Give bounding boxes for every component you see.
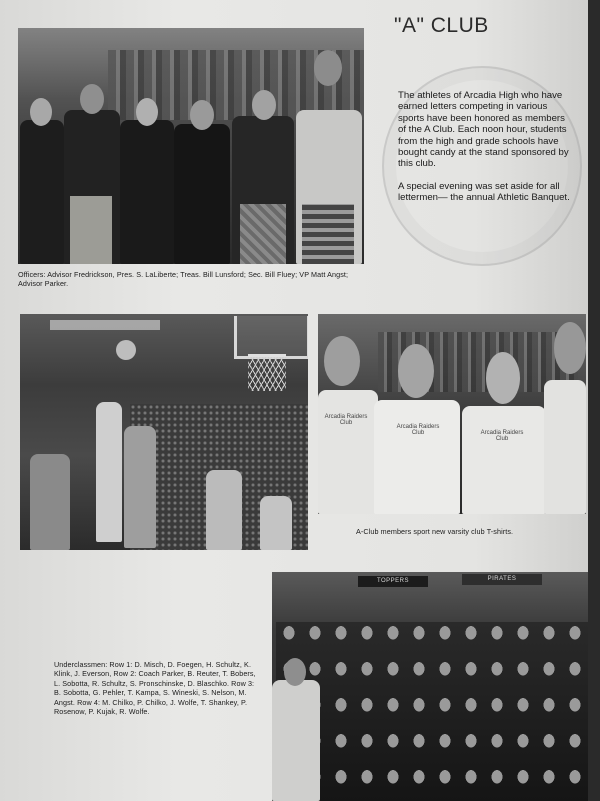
member-3-shirt — [462, 406, 546, 514]
person-1 — [20, 120, 64, 264]
underclassmen-caption: Underclassmen: Row 1: D. Misch, D. Foegen, H. Schultz, K. Klink, J. Everson, Row 2: Coach Parker, B. Reuter, T. Bobers, L. Sobotta, R. Schultz, S. Pronschinske, D. Blaschko. Row 3: B. Sobotta, G. Pehler, T. Kampa, S. Wineski, S. Nelson, M. Angst. Row 4: M. Chilko, P. Chilko, J. Wolfe, T. Shankey, P. Rosenow, P. Kujak, R. Wolfe. — [54, 660, 256, 717]
person-2-pants — [70, 196, 112, 264]
coach-head — [284, 658, 306, 686]
banquet-paragraph: A special evening was set aside for all lettermen— the annual Athletic Banquet. — [398, 180, 570, 204]
person-1-head — [30, 98, 52, 126]
ceiling-lights — [50, 320, 160, 330]
player-4 — [206, 470, 242, 550]
person-4-head — [190, 100, 214, 130]
page-title: "A" CLUB — [394, 14, 489, 37]
shirt-logo-text-1: Arcadia Raiders Club — [324, 414, 368, 426]
shirt-logo-text-3: Arcadia Raiders Club — [480, 430, 524, 442]
tshirt-members-photo — [318, 314, 586, 514]
member-3-head — [486, 352, 520, 404]
member-1-shirt — [318, 390, 378, 514]
coach — [272, 680, 320, 801]
intro-paragraph: The athletes of Arcadia High who have earned letters competing in various sports have been honored as members of the A Club. Each noon hour, students from the high and grade schools have bought candy at the stand sponsored by this club. — [398, 90, 569, 170]
person-5-pants — [240, 204, 286, 264]
basketball-game-photo — [20, 314, 308, 550]
basketball-ball — [116, 340, 136, 360]
person-2-head — [80, 84, 104, 114]
person-5-head — [252, 90, 276, 120]
member-2-shirt — [374, 400, 460, 514]
player-5 — [260, 496, 292, 550]
book-spine-edge — [588, 0, 600, 801]
player-2 — [124, 426, 156, 548]
basketball-hoop — [248, 354, 286, 391]
group-rows — [276, 622, 588, 801]
intro-text — [398, 90, 574, 215]
player-1 — [96, 402, 122, 542]
gym-sign-left: TOPPERS — [358, 576, 428, 587]
person-6-head — [314, 50, 342, 86]
person-4 — [174, 124, 230, 264]
member-2-head — [398, 344, 434, 398]
shirt-logo-text-2: Arcadia Raiders Club — [396, 424, 440, 436]
underclassmen-group-photo — [272, 572, 588, 801]
member-4-shirt — [544, 380, 586, 514]
person-3-head — [136, 98, 158, 126]
person-3 — [120, 120, 174, 264]
member-1-head — [324, 336, 360, 386]
tshirt-caption: A-Club members sport new varsity club T-shirts. — [356, 527, 514, 536]
player-3 — [30, 454, 70, 550]
officers-group-photo — [18, 28, 364, 264]
gym-sign-right: PIRATES — [462, 574, 542, 585]
person-6-pants — [302, 204, 354, 264]
member-4-head — [554, 322, 586, 374]
basketball-backboard — [234, 316, 308, 359]
officers-caption: Officers: Advisor Fredrickson, Pres. S. LaLiberte; Treas. Bill Lunsford; Sec. Bill Fluey; VP Matt Angst; Advisor Parker. — [18, 270, 349, 289]
